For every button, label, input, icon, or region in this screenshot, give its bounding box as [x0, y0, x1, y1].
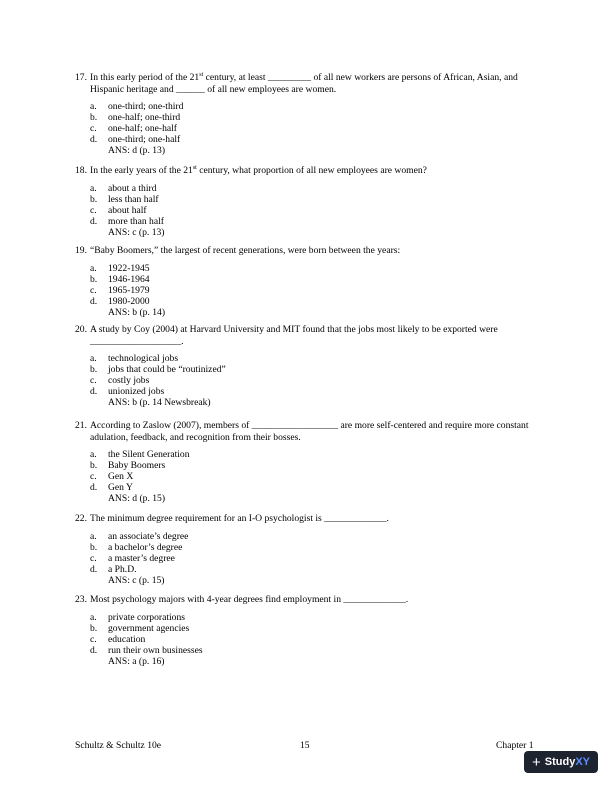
- option-item: c. Gen X: [90, 471, 134, 483]
- option-item: d. a Ph.D.: [90, 563, 137, 575]
- question-stem: 20. A study by Coy (2004) at Harvard University and MIT found that the jobs most likely to be exported were ___________________.: [75, 324, 498, 347]
- question-number: 20.: [75, 324, 87, 335]
- option-item: c. one-half; one-half: [90, 123, 177, 135]
- option-item: b. government agencies: [90, 622, 190, 634]
- question-17: [75, 72, 550, 156]
- options-list: [90, 183, 550, 227]
- footer-page-number: 15: [300, 740, 310, 751]
- answer-key: ANS: b (p. 14 Newsbreak): [108, 397, 211, 409]
- option-item: a. private corporations: [90, 611, 185, 623]
- option-item: b. jobs that could be “routinized”: [90, 364, 226, 376]
- question-stem: 23. Most psychology majors with 4-year degrees find employment in _____________.: [75, 594, 409, 605]
- option-item: d. 1980-2000: [90, 295, 150, 307]
- option-item: c. education: [90, 633, 146, 645]
- option-item: d. more than half: [90, 215, 164, 227]
- option-item: a. 1922-1945: [90, 262, 150, 274]
- option-item: b. Baby Boomers: [90, 460, 166, 472]
- options-list: [90, 263, 550, 307]
- question-number: 22.: [75, 513, 87, 524]
- options-list: [90, 449, 550, 493]
- answer-key: ANS: c (p. 15): [108, 574, 165, 586]
- plus-icon: +: [531, 753, 541, 771]
- answer-key: ANS: b (p. 14): [108, 306, 166, 318]
- question-stem: 19. “Baby Boomers,” the largest of recent generations, were born between the years:: [75, 245, 401, 256]
- option-item: b. less than half: [90, 193, 159, 205]
- option-item: a. an associate’s degree: [90, 530, 189, 542]
- question-23: [75, 594, 550, 667]
- option-item: b. one-half; one-third: [90, 112, 181, 124]
- question-stem: 22. The minimum degree requirement for an I-O psychologist is _____________.: [75, 513, 389, 524]
- question-20: [75, 324, 550, 408]
- option-item: d. Gen Y: [90, 482, 133, 494]
- question-18: [75, 165, 550, 238]
- question-21: [75, 420, 550, 504]
- question-number: 21.: [75, 420, 87, 431]
- answer-key: ANS: c (p. 13): [108, 226, 165, 238]
- question-stem: 21. According to Zaslow (2007), members of __________________ are more self-centered and require more constant adulation, feedback, and recognition from their bosses.: [75, 420, 529, 443]
- question-stem: 18. In the early years of the 21st century, what proportion of all new employees are women?: [75, 165, 427, 176]
- question-19: [75, 245, 550, 318]
- option-item: b. 1946-1964: [90, 273, 150, 285]
- footer-book-title: Schultz & Schultz 10e: [75, 740, 162, 751]
- option-item: d. unionized jobs: [90, 386, 165, 398]
- option-item: a. the Silent Generation: [90, 449, 190, 461]
- options-list: [90, 353, 550, 397]
- brand-name: StudyXY: [544, 756, 590, 768]
- option-item: a. about a third: [90, 182, 157, 194]
- option-item: b. a bachelor’s degree: [90, 541, 183, 553]
- option-item: d. run their own businesses: [90, 644, 203, 656]
- option-item: a. technological jobs: [90, 353, 179, 365]
- footer-chapter: Chapter 1: [496, 740, 534, 751]
- option-item: c. about half: [90, 204, 147, 216]
- answer-key: ANS: a (p. 16): [108, 655, 165, 667]
- option-item: c. costly jobs: [90, 375, 150, 387]
- option-item: c. a master’s degree: [90, 552, 175, 564]
- options-list: [90, 531, 550, 575]
- option-item: d. one-third; one-half: [90, 134, 181, 146]
- question-number: 18.: [75, 165, 87, 176]
- answer-key: ANS: d (p. 13): [108, 145, 166, 157]
- options-list: [90, 101, 550, 145]
- question-number: 19.: [75, 245, 87, 256]
- answer-key: ANS: d (p. 15): [108, 493, 166, 505]
- question-stem: 17. In this early period of the 21st century, at least _________ of all new workers are persons of African, Asian, and Hispanic heritage and ______ of all new employees are women.: [75, 72, 518, 95]
- options-list: [90, 612, 550, 656]
- question-22: [75, 513, 550, 586]
- studyxy-logo-badge: [524, 751, 598, 773]
- question-number: 23.: [75, 594, 87, 605]
- question-number: 17.: [75, 72, 87, 83]
- option-item: a. one-third; one-third: [90, 101, 184, 113]
- option-item: c. 1965-1979: [90, 284, 150, 296]
